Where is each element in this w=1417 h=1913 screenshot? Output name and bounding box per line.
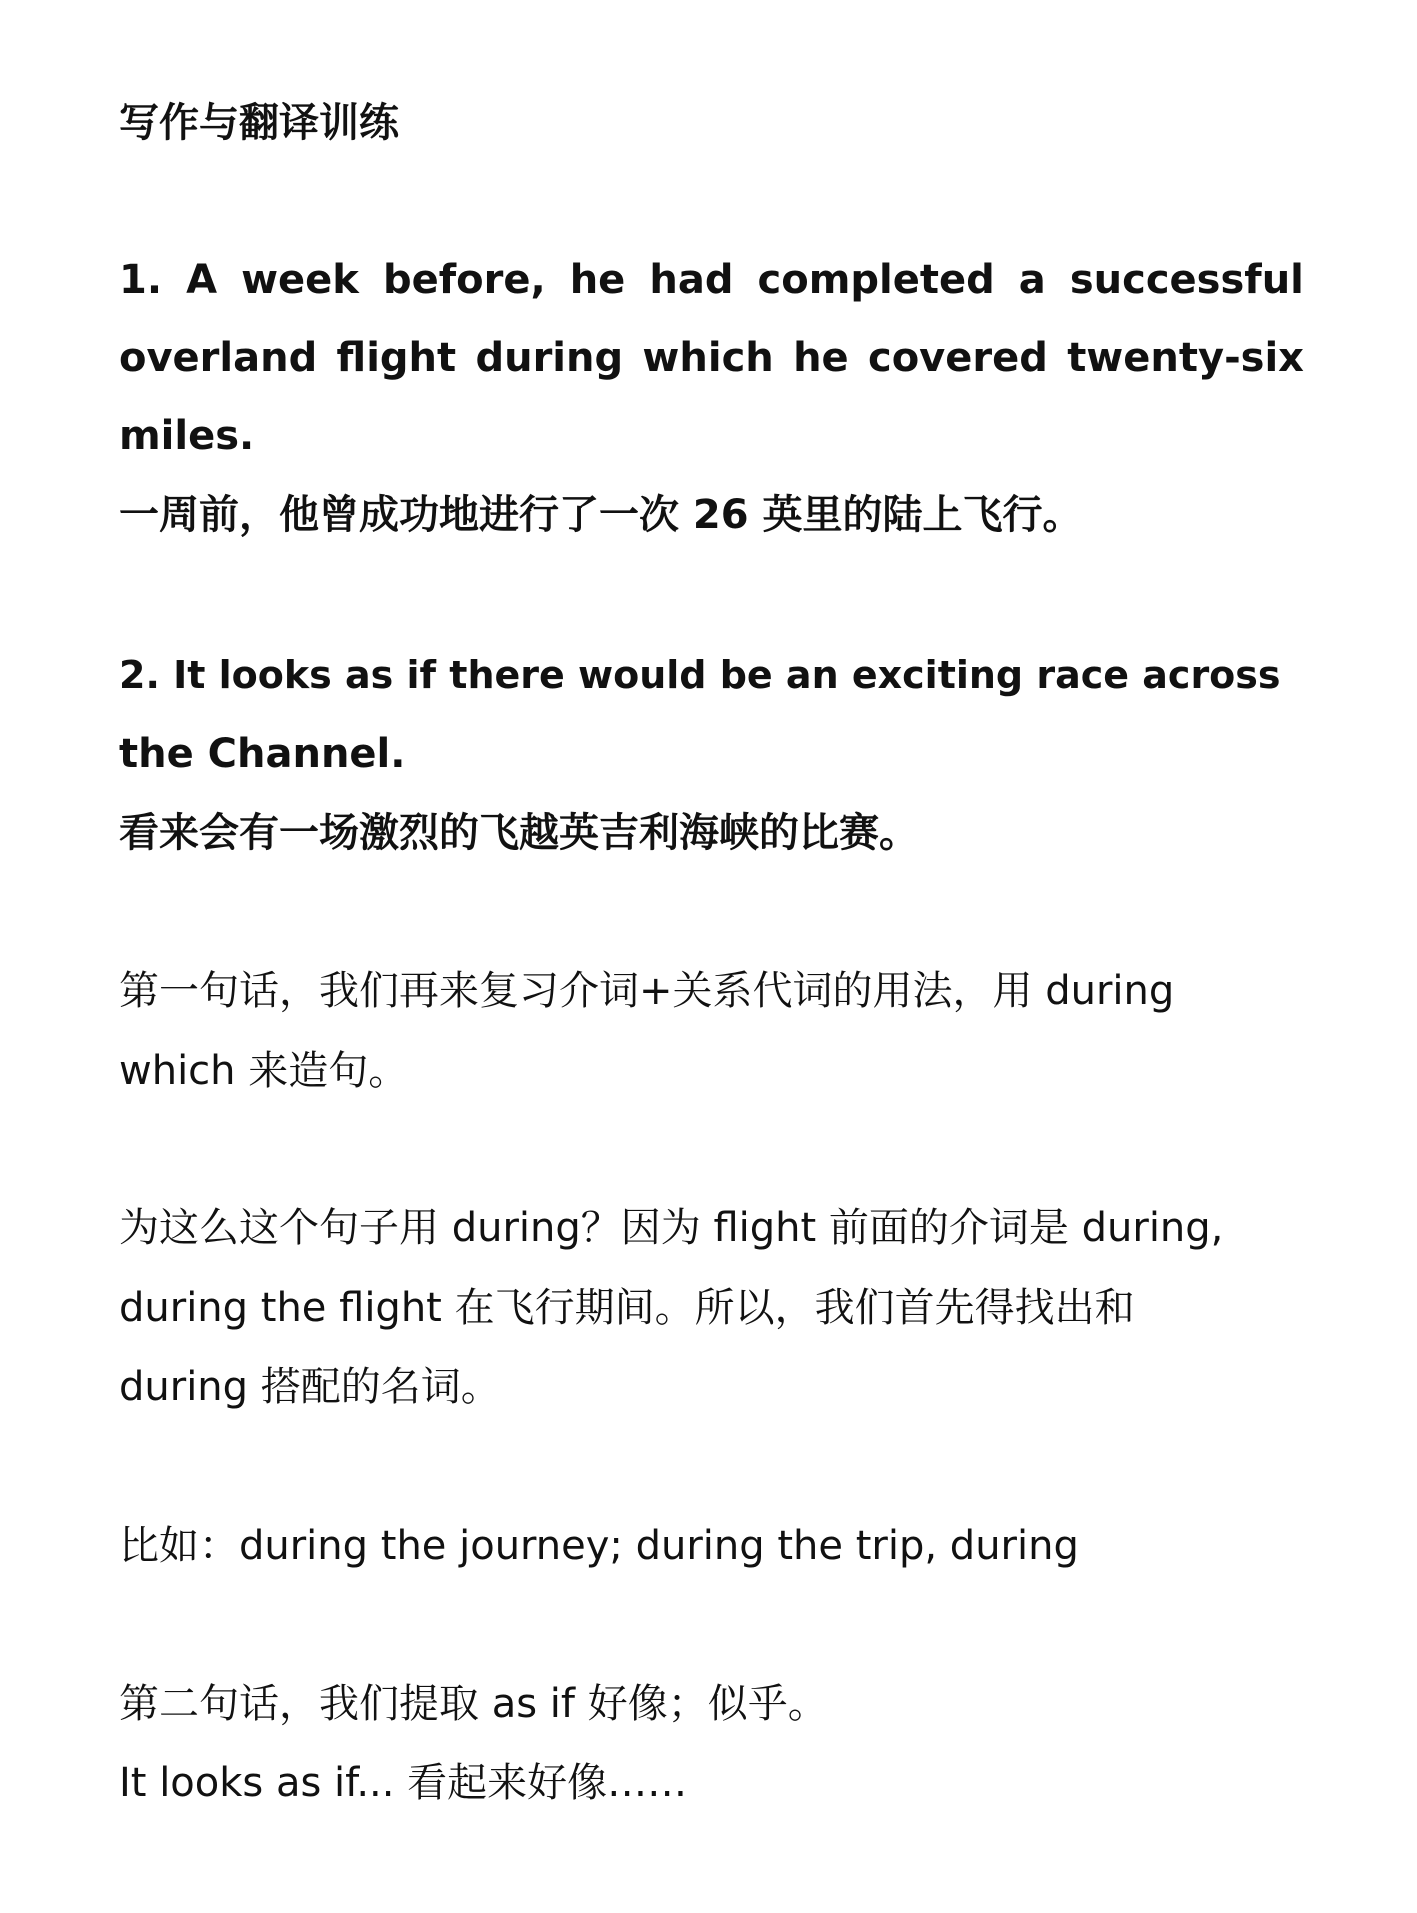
word: he [569, 257, 626, 303]
word: flight [336, 335, 457, 381]
para1-line2: which 来造句。 [119, 1048, 409, 1094]
item1-english-line2 [119, 328, 1304, 388]
item1-english-line1 [119, 250, 1304, 310]
para2-line2: during the flight 在飞行期间。所以，我们首先得找出和 [119, 1285, 1135, 1331]
item2-english-line1: 2. It looks as if there would be an exciting race across [119, 653, 1281, 697]
item1-translation: 一周前，他曾成功地进行了一次 26 英里的陆上飞行。 [119, 492, 1083, 538]
para4-line1: 第二句话，我们提取 as if 好像；似乎。 [119, 1681, 828, 1727]
para4-line2: It looks as if... 看起来好像…… [119, 1760, 688, 1806]
word: overland [119, 335, 318, 381]
word: week [241, 257, 359, 303]
word: twenty-six [1067, 335, 1304, 381]
word: a [1018, 257, 1046, 303]
word: before, [382, 257, 546, 303]
word: had [649, 257, 734, 303]
para2-line1: 为这么这个句子用 during？因为 flight 前面的介词是 during, [119, 1205, 1224, 1251]
word: 1. [119, 257, 163, 303]
word: during [475, 335, 624, 381]
item2-translation: 看来会有一场激烈的飞越英吉利海峡的比赛。 [119, 810, 919, 856]
word: covered [867, 335, 1048, 381]
item2-english-line2: the Channel. [119, 731, 406, 777]
para1-line1: 第一句话，我们再来复习介词+关系代词的用法，用 during [119, 968, 1175, 1014]
para3-line1: 比如：during the journey; during the trip, during [119, 1523, 1079, 1569]
word: successful [1069, 257, 1304, 303]
word: he [793, 335, 849, 381]
word: A [186, 257, 218, 303]
document-title: 写作与翻译训练 [119, 100, 399, 146]
word: which [642, 335, 774, 381]
item1-english-line3: miles. [119, 413, 255, 459]
para2-line3: during 搭配的名词。 [119, 1364, 501, 1410]
word: completed [757, 257, 995, 303]
